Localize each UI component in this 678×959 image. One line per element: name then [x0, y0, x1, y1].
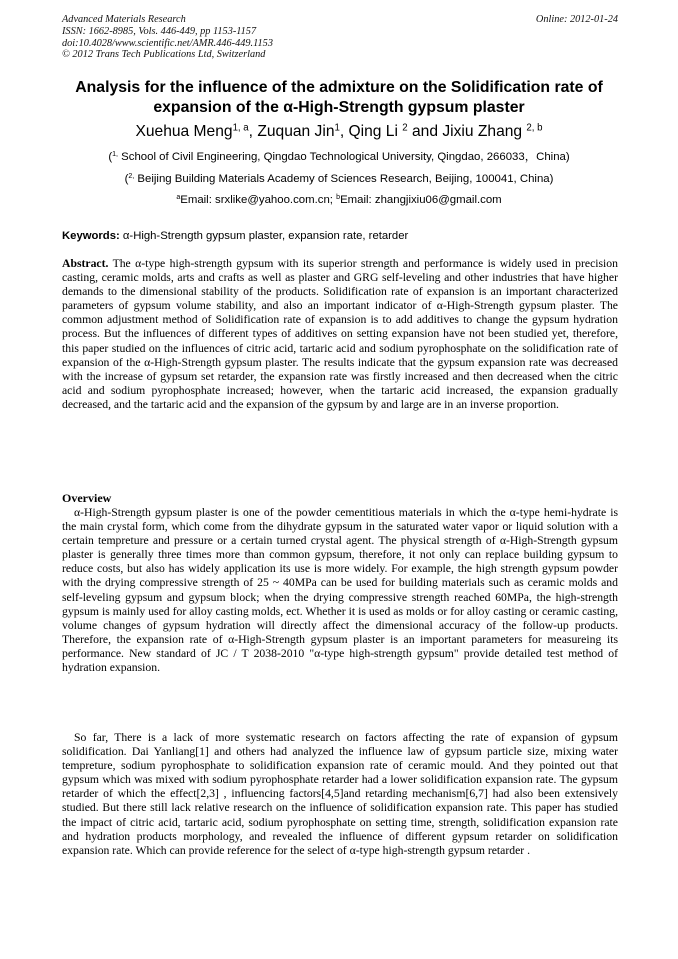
abstract-text: The α-type high-strength gypsum with its superior strength and performance is widely used in precision casting, ceramic molds, arts and crafts as well as plaster and GRG self-leveling and other industries that have higher demands to the dimensional stability of the products. Solidification rate of expansion is an important characterized parameters of gypsum volume stability, and also an important indicator of α-High-Strength gypsum plaster. The common adjustment method of Solidification rate of expansion is to add additives to change the gypsum hydration process. But the influences of different types of additives on setting expansion have not been studied yet, therefore, this paper studied on the influences of citric acid, tartaric acid and sodium pyrophosphate on the solidification rate of expansion of the α-High-Strength gypsum plaster. The results indicate that the gypsum expansion rate was decreased with the increase of gypsum set retarder, the expansion rate was firstly increased and then decreased when the citric acid and sodium pyrophosphate increased; however, when the tartaric acid increased, the expansion gradually decreased, and the tartaric acid and the expansion of the gypsum by and large are in an inverse proportion.: [62, 257, 618, 411]
journal-name: Advanced Materials Research: [62, 14, 186, 25]
overview-paragraph-2: So far, There is a lack of more systematic research on factors affecting the rate of expansion of gypsum solidification. Dai Yanliang[1] and others had analyzed the influence law of gypsum particle size, mixing water tempreture, sodium pyrophosphate to solidification expansion rate of ceramic mould. And they pointed out that gypsum which was mixed with sodium pyrophosphate retarder had a lower solidification expansion rate. The gypsum retarder of which the effect[2,3] , influencing factors[4,5]and retarding mechanism[6,7] had also been extensively studied. But there still lack relative research on the influence of solidification expansion rate. This paper has studied the impact of citric acid, tartaric acid, sodium pyrophosphate on setting time, strength, solidification expansion rate and hydration products morphology, and revealed the influence of different gypsum retarder on solidification expansion rate. Which can provide reference for the select of α-type high-strength gypsum retarder .: [62, 731, 618, 857]
author-list: [40, 122, 638, 142]
author-name: , Qing Li: [339, 123, 403, 140]
affiliation-marker: 2,: [128, 173, 135, 181]
email-line: [40, 193, 638, 208]
online-date: Online: 2012-01-24: [535, 14, 618, 25]
author-marker: 1: [334, 122, 340, 134]
author-marker: 1, a: [232, 122, 249, 134]
paper-title: Analysis for the influence of the admixture on the Solidification rate of expansion of the α-High-Strength gypsum plaster: [75, 79, 603, 116]
email-address[interactable]: Email: srxlike@yahoo.com.cn;: [180, 194, 337, 206]
keywords: [62, 229, 618, 243]
affiliation-paren: (: [124, 173, 129, 185]
author-marker: 2, b: [526, 122, 543, 134]
email-marker: b: [336, 194, 341, 202]
author-marker: 2: [402, 122, 408, 134]
author-name: , Zuquan Jin: [248, 123, 335, 140]
abstract-label: Abstract.: [62, 257, 109, 270]
overview-paragraph-1: α-High-Strength gypsum plaster is one of the powder cementitious materials in which the α-type hemi-hydrate is the main crystal form, which come from the dihydrate gypsum in the saturated water vapor or liquid solution with a certain tempreture and pressure or a certain turned crystal agent. The physical strength of α-High-Strength gypsum plaster is generally three times more than common gypsum, therefore, it not only can replace building gypsum to reduce costs, but also has widely application its use is more widely. For example, the high strength gypsum powder with the drying compressive strength of 25 ~ 40MPa can be used for building materials such as ceramic molds and self-leveling gypsum and gypsum block; when the drying compressive strength reached 60MPa, the high-strength gypsum is mainly used for alloy casting molds, ect. Whether it is used as molds or for alloy casting or ceramic casting, volume changes of gypsum hydration will directly affect the dimensional accuracy of the follow-up products. Therefore, the expansion rate of α-High-Strength gypsum plaster is an important parameters for measureing its performance. New standard of JC / T 2038-2010 "α-type high-strength gypsum" provide detailed test method of hydration expansion.: [62, 506, 618, 675]
affiliation-2: [40, 172, 638, 187]
section-heading: Overview: [62, 491, 112, 505]
abstract: [62, 257, 618, 412]
keywords-text: α-High-Strength gypsum plaster, expansion rate, retarder: [119, 230, 409, 242]
author-name: and Jixiu Zhang: [407, 123, 527, 140]
affiliation-marker: 1,: [112, 151, 118, 159]
email-address[interactable]: Email: zhangjixiu06@gmail.com: [340, 194, 502, 206]
running-header: [62, 14, 618, 61]
author-name: Xuehua Meng: [135, 123, 233, 140]
copyright-line: © 2012 Trans Tech Publications Ltd, Switzerland: [62, 49, 266, 61]
email-marker: a: [176, 194, 181, 202]
affiliation-paren: (: [108, 151, 113, 163]
affiliation-1: [40, 150, 638, 165]
keywords-label: Keywords:: [62, 230, 120, 242]
doi-line: doi:10.4028/www.scientific.net/AMR.446-449.1153: [62, 37, 273, 49]
issn-line: ISSN: 1662-8985, Vols. 446-449, pp 1153-1157: [62, 25, 257, 37]
affiliation-text: Beijing Building Materials Academy of Sciences Research, Beijing, 100041, China): [134, 173, 554, 185]
affiliation-text: School of Civil Engineering, Qingdao Technological University, Qingdao, 266033，China): [118, 151, 570, 163]
